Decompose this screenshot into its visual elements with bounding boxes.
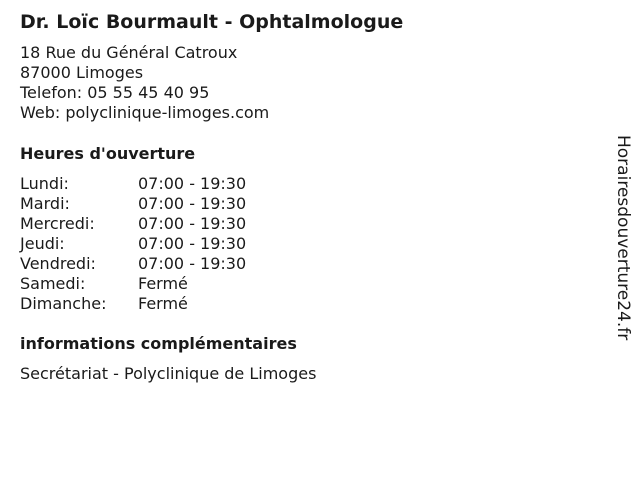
- opening-hours-table: [20, 174, 320, 314]
- website-link: Web: polyclinique-limoges.com: [20, 103, 270, 122]
- additional-info-heading: informations complémentaires: [20, 334, 297, 353]
- hours-time: 07:00 - 19:30: [138, 214, 247, 233]
- hours-row: [20, 174, 320, 194]
- hours-time: Fermé: [138, 274, 188, 293]
- opening-hours-heading: Heures d'ouverture: [20, 144, 196, 163]
- page-title: Dr. Loïc Bourmault - Ophtalmologue: [20, 11, 404, 33]
- hours-row: [20, 274, 320, 294]
- phone-number: Telefon: 05 55 45 40 95: [20, 83, 210, 102]
- hours-row: [20, 214, 320, 234]
- hours-row: [20, 194, 320, 214]
- hours-row: [20, 234, 320, 254]
- hours-row: [20, 254, 320, 274]
- hours-row: [20, 294, 320, 314]
- hours-day: Jeudi:: [20, 234, 65, 253]
- hours-time: 07:00 - 19:30: [138, 174, 247, 193]
- hours-time: 07:00 - 19:30: [138, 234, 247, 253]
- hours-day: Mercredi:: [20, 214, 95, 233]
- hours-time: 07:00 - 19:30: [138, 194, 247, 213]
- hours-day: Samedi:: [20, 274, 86, 293]
- watermark: [613, 135, 633, 345]
- hours-day: Dimanche:: [20, 294, 107, 313]
- hours-time: Fermé: [138, 294, 188, 313]
- address-street: 18 Rue du Général Catroux: [20, 43, 238, 62]
- hours-day: Vendredi:: [20, 254, 96, 273]
- additional-info-text: Secrétariat - Polyclinique de Limoges: [20, 364, 317, 383]
- hours-day: Mardi:: [20, 194, 70, 213]
- watermark-text: Horairesdouverture24.fr: [613, 135, 633, 341]
- address-city: 87000 Limoges: [20, 63, 144, 82]
- hours-time: 07:00 - 19:30: [138, 254, 247, 273]
- hours-day: Lundi:: [20, 174, 69, 193]
- address-block: [20, 43, 269, 123]
